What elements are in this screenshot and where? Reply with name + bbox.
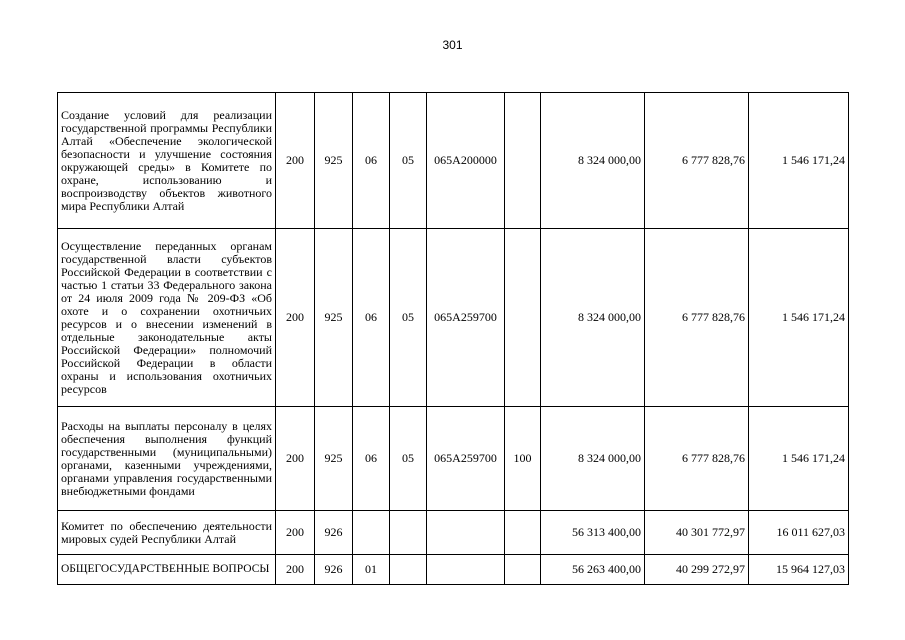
cell-approved-amount: 8 324 000,00 — [541, 93, 645, 229]
page-number: 301 — [442, 38, 463, 52]
cell-expense-type: 100 — [505, 407, 541, 511]
row-description: Осуществление переданных органам государственной власти субъектов Российской Федерации в соответствии с частью 1 статьи 33 Федерального закона от 24 июля 2009 года № 209-ФЗ «Об охоте и о сохранении охотничьих ресурсов и о внесении изменений в отдельные законодательные акты Российской Федерации» полномочий Российской Федерации в области охраны и использования охотничьих ресурсов — [58, 229, 276, 407]
cell-approved-amount: 8 324 000,00 — [541, 407, 645, 511]
cell-code: 200 — [276, 511, 315, 555]
cell-ministry: 926 — [315, 511, 353, 555]
cell-unexecuted-amount: 16 011 627,03 — [749, 511, 849, 555]
cell-subsection: 05 — [390, 229, 427, 407]
cell-executed-amount: 40 301 772,97 — [645, 511, 749, 555]
cell-unexecuted-amount: 1 546 171,24 — [749, 229, 849, 407]
cell-approved-amount: 8 324 000,00 — [541, 229, 645, 407]
cell-section — [353, 511, 390, 555]
row-description: Комитет по обеспечению деятельности мировых судей Республики Алтай — [58, 511, 276, 555]
cell-ministry: 925 — [315, 407, 353, 511]
cell-executed-amount: 6 777 828,76 — [645, 407, 749, 511]
table-row — [58, 93, 849, 229]
cell-executed-amount: 40 299 272,97 — [645, 555, 749, 585]
cell-subsection — [390, 555, 427, 585]
cell-section: 06 — [353, 407, 390, 511]
cell-subsection: 05 — [390, 407, 427, 511]
cell-section: 01 — [353, 555, 390, 585]
cell-target-article: 065A259700 — [427, 229, 505, 407]
cell-executed-amount: 6 777 828,76 — [645, 93, 749, 229]
table-row — [58, 407, 849, 511]
table-row — [58, 555, 849, 585]
cell-expense-type — [505, 229, 541, 407]
cell-section: 06 — [353, 93, 390, 229]
cell-expense-type — [505, 511, 541, 555]
cell-code: 200 — [276, 555, 315, 585]
cell-code: 200 — [276, 407, 315, 511]
budget-table — [57, 92, 849, 585]
cell-code: 200 — [276, 229, 315, 407]
cell-target-article — [427, 511, 505, 555]
row-description: Расходы на выплаты персоналу в целях обеспечения выполнения функций государственными (муниципальными) органами, казенными учреждениями, органами управления государственными внебюджетными фондами — [58, 407, 276, 511]
table-row — [58, 229, 849, 407]
cell-approved-amount: 56 263 400,00 — [541, 555, 645, 585]
cell-subsection: 05 — [390, 93, 427, 229]
cell-code: 200 — [276, 93, 315, 229]
cell-approved-amount: 56 313 400,00 — [541, 511, 645, 555]
cell-target-article: 065A259700 — [427, 407, 505, 511]
row-description: ОБЩЕГОСУДАРСТВЕННЫЕ ВОПРОСЫ — [58, 555, 276, 585]
cell-executed-amount: 6 777 828,76 — [645, 229, 749, 407]
cell-expense-type — [505, 93, 541, 229]
cell-expense-type — [505, 555, 541, 585]
cell-ministry: 926 — [315, 555, 353, 585]
cell-subsection — [390, 511, 427, 555]
cell-section: 06 — [353, 229, 390, 407]
row-description: Создание условий для реализации государственной программы Республики Алтай «Обеспечение экологической безопасности и улучшение состояния окружающей среды» в Комитете по охране, использованию и воспроизводству объектов животного мира Республики Алтай — [58, 93, 276, 229]
cell-ministry: 925 — [315, 93, 353, 229]
cell-target-article — [427, 555, 505, 585]
cell-unexecuted-amount: 15 964 127,03 — [749, 555, 849, 585]
cell-unexecuted-amount: 1 546 171,24 — [749, 93, 849, 229]
cell-target-article: 065A200000 — [427, 93, 505, 229]
table-row — [58, 511, 849, 555]
cell-unexecuted-amount: 1 546 171,24 — [749, 407, 849, 511]
cell-ministry: 925 — [315, 229, 353, 407]
